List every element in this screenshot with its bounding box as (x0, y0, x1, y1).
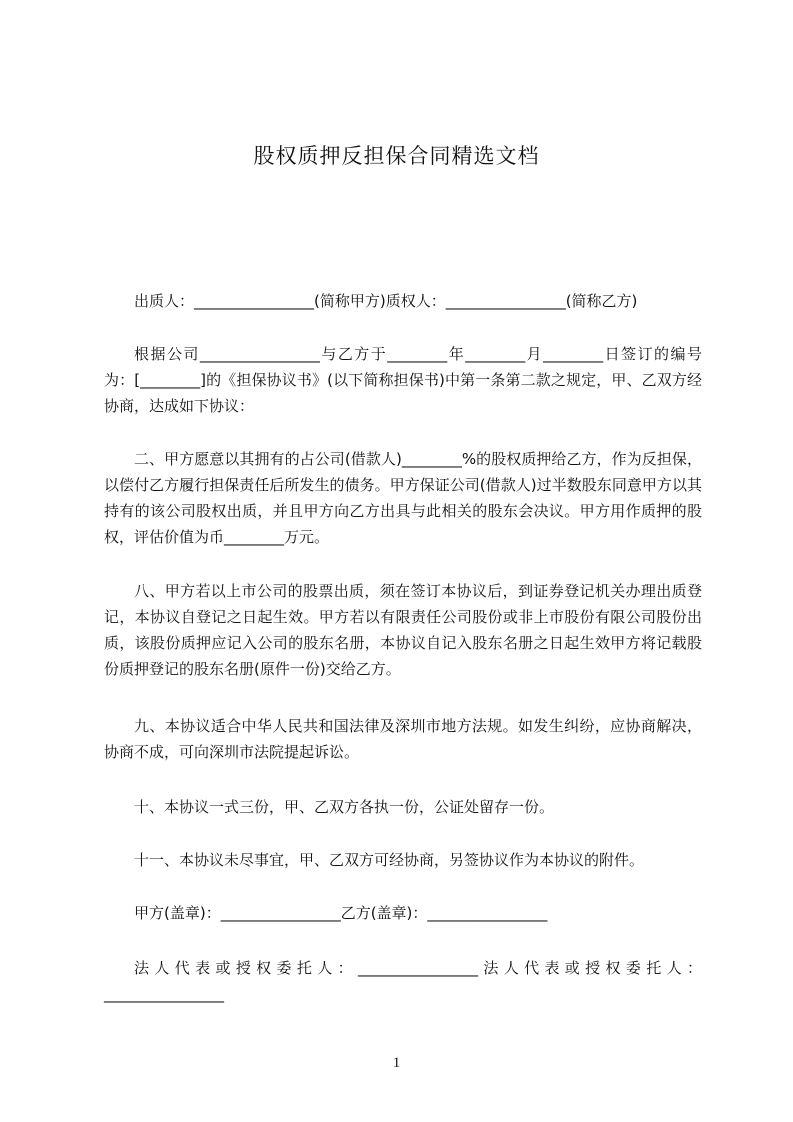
document-title: 股权质押反担保合同精选文档 (253, 144, 540, 168)
representatives-paragraph: 法人代表或授权委托人：________________法人代表或授权委托人：________________ (104, 959, 702, 1003)
page-number: 1 (392, 1055, 401, 1071)
article-8-paragraph: 八、甲方若以上市公司的股票出质，须在签订本协议后，到证券登记机关办理出质登记，本协议自登记之日起生效。甲方若以有限责任公司股份或非上市股份有限公司股份出质，该股份质押应记入公司的股东名册，本协议自记入股东名册之日起生效甲方将记载股份质押登记的股东名册(原件一份)交给乙方。 (104, 582, 702, 678)
parties-paragraph: 出质人：________________(简称甲方)质权人：________________(简称乙方) (134, 292, 638, 310)
basis-paragraph: 根据公司________________与乙方于________年________月________日签订的编号为：[________]的《担保协议书》(以下简称担保书)中第一条第二款之规定，甲、乙双方经协商，达成如下协议： (104, 345, 702, 415)
article-9-paragraph: 九、本协议适合中华人民共和国法律及深圳市地方法规。如发生纠纷，应协商解决，协商不成，可向深圳市法院提起诉讼。 (104, 717, 702, 761)
article-11-paragraph: 十一、本协议未尽事宜，甲、乙双方可经协商，另签协议作为本协议的附件。 (134, 851, 645, 869)
article-2-paragraph: 二、甲方愿意以其拥有的占公司(借款人)________%的股权质押给乙方，作为反担保，以偿付乙方履行担保责任后所发生的债务。甲方保证公司(借款人)过半数股东同意甲方以其持有的该公司股权出质，并且甲方向乙方出具与此相关的股东会决议。甲方用作质押的股权，评估价值为币________万元。 (104, 450, 702, 546)
article-10-paragraph: 十、本协议一式三份，甲、乙双方各执一份，公证处留存一份。 (134, 798, 555, 816)
seals-paragraph: 甲方(盖章)：________________乙方(盖章)：________________ (134, 904, 548, 922)
